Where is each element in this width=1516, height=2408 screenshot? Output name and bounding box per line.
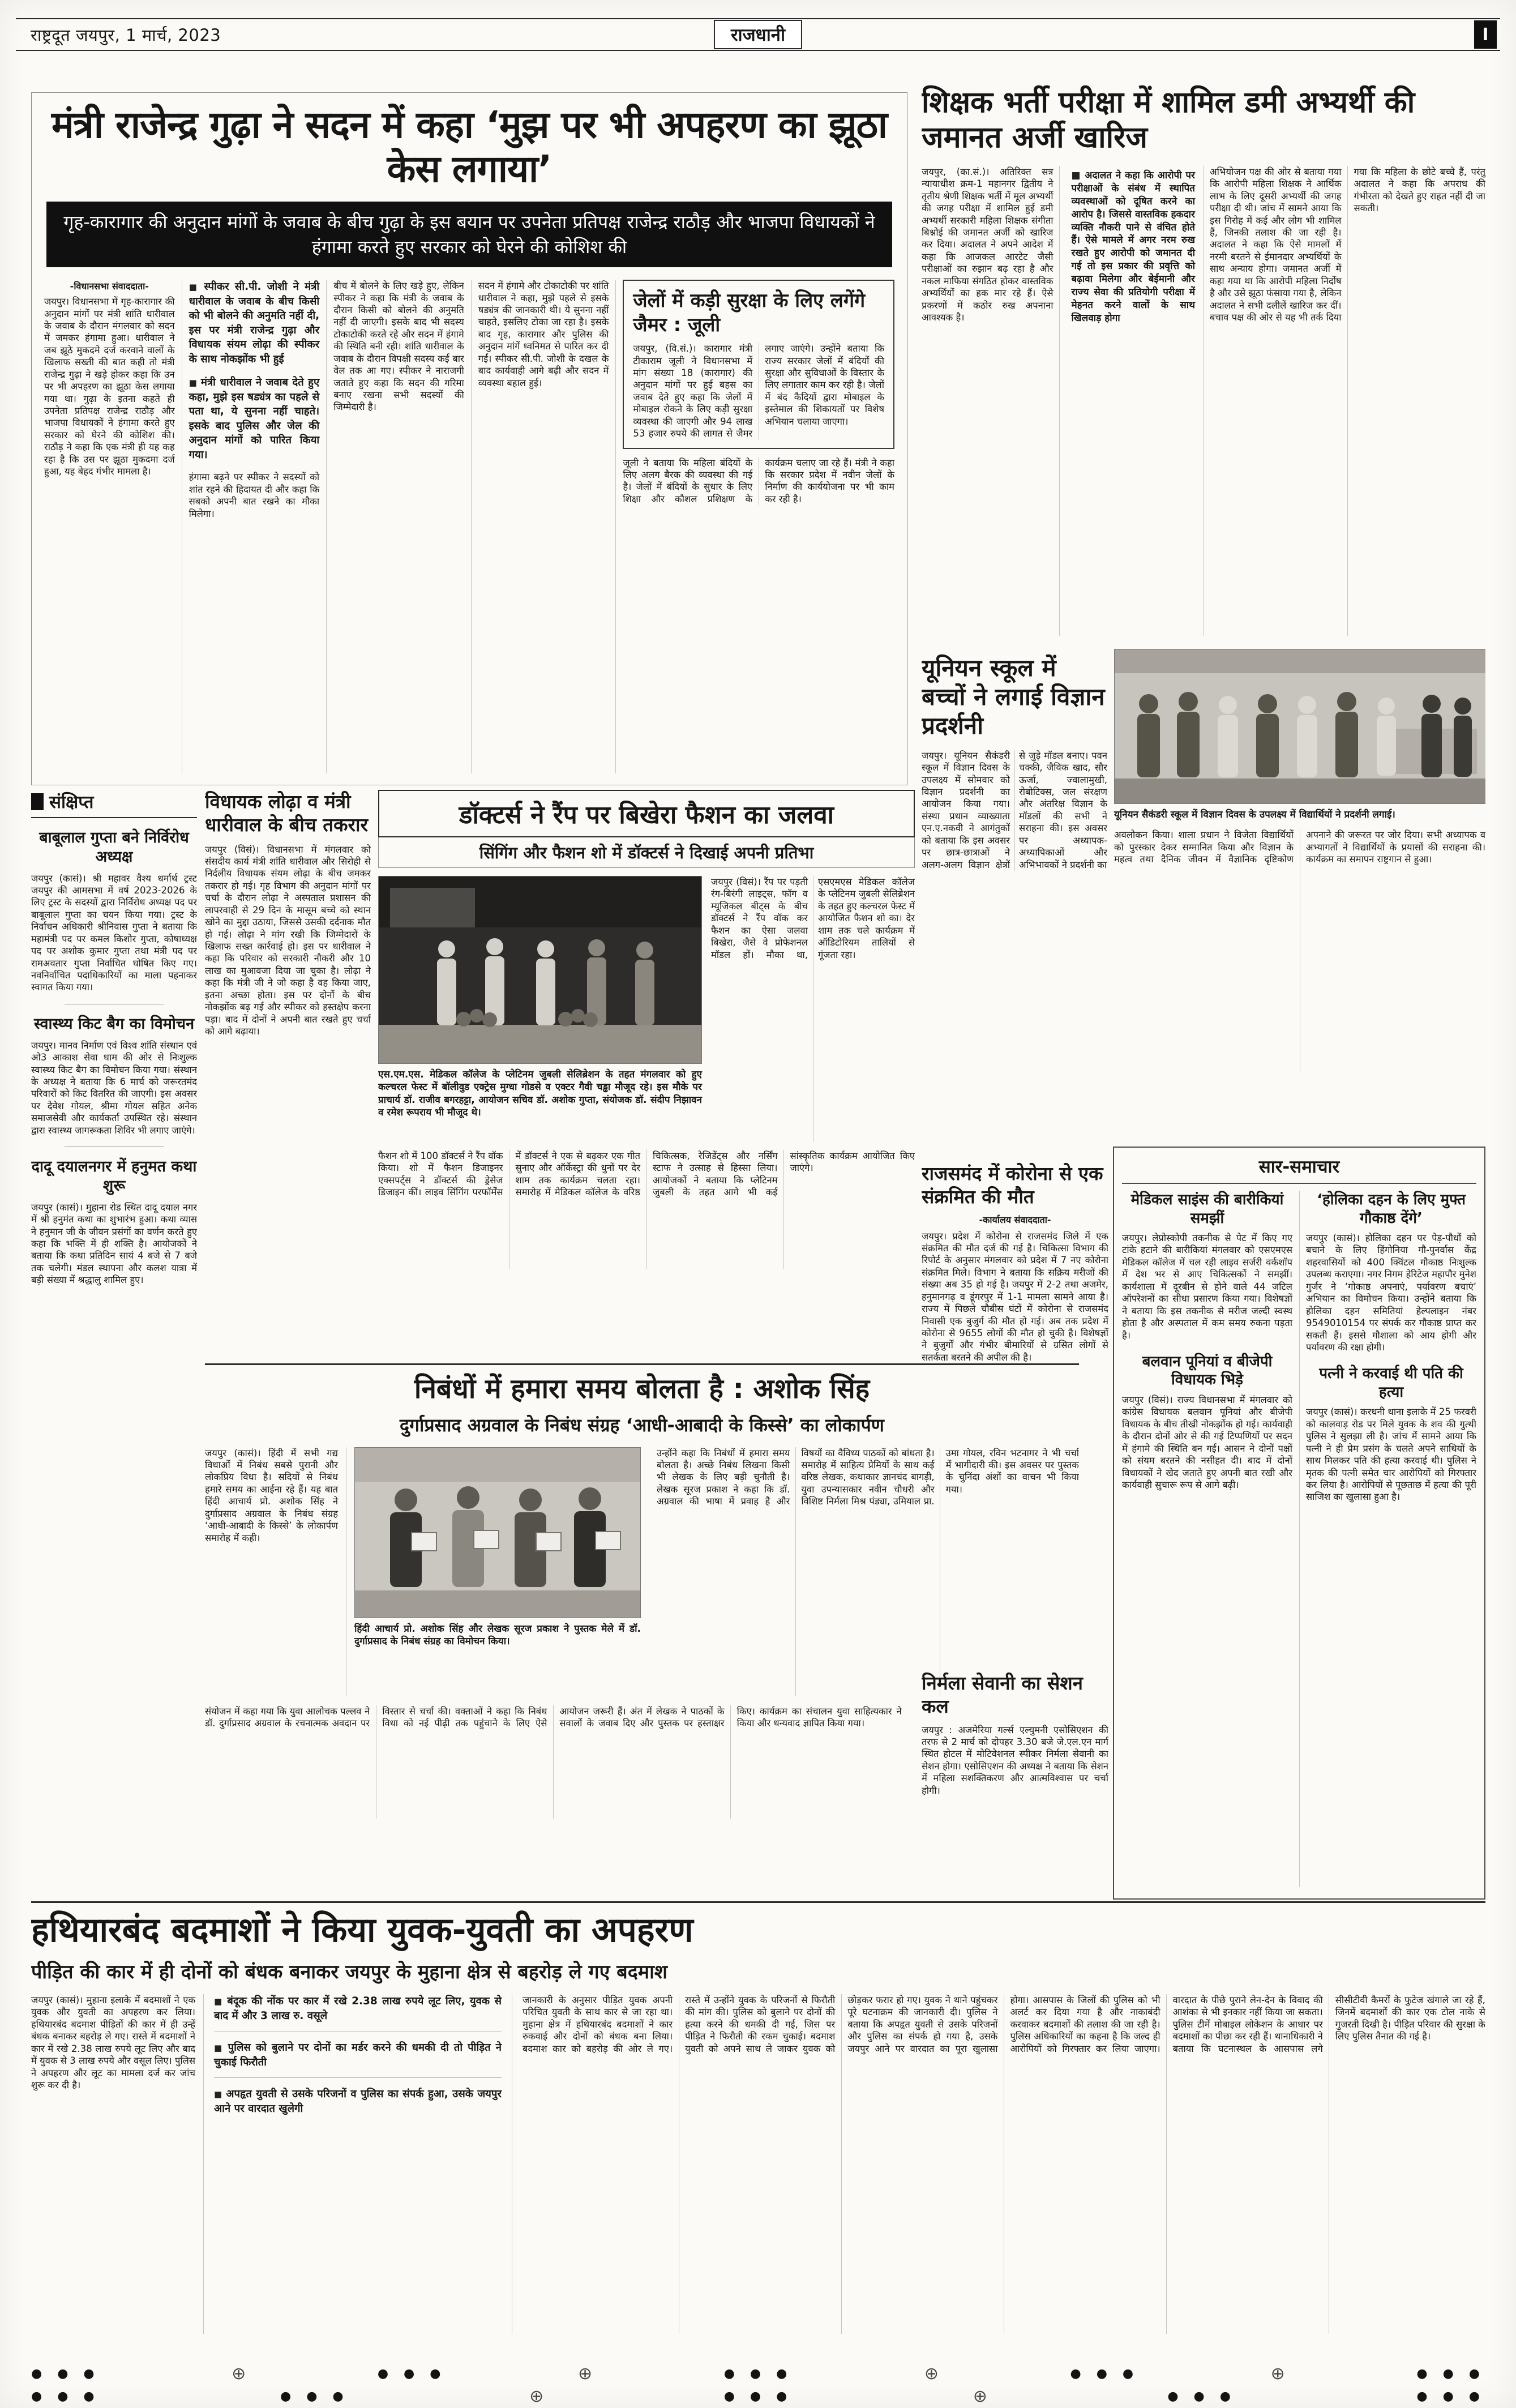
footer-dots: ● ● ● [377, 2366, 447, 2381]
book-release-body-1: जयपुर (कासं)। हिंदी में सभी गद्य विधाओं में निबंध सबसे पुरानी और लोकप्रिय विधा है। सदियों से निबंध हमारे समय का आईना रहे हैं। यह बात हिंदी आचार्य प्रो. अशोक सिंह ने दुर्गाप्रसाद अग्रवाल के निबंध संग्रह ‘आधी-आबादी के किस्से’ के लोकार्पण समारोह में कही। [205, 1447, 346, 1696]
brief-body-1: जयपुर (कासं)। श्री महावर वैश्य धर्मार्थ ट्रस्ट जयपुर की आमसभा में वर्ष 2023-2026 के लिए ट्रस्ट के सदस्यों द्वारा निर्विरोध अध्यक्ष पद पर बाबूलाल गुप्ता का चयन किया गया। ट्रस्ट के निर्वाचन अधिकारी श्रीनिवास गुप्ता ने बताया कि महामंत्री पद पर कमल किशोर गुप्ता, कोषाध्यक्ष पद पर अशोक कुमार गुप्ता तथा मंत्री पद पर रामअवतार गुप्ता निर्वाचित घोषित किए गए। नवनिर्वाचित पदाधिकारियों का माला पहनाकर स्वागत किया गया। [31, 872, 197, 993]
science-exhibition-photo [1114, 649, 1485, 804]
brief-headline-3: दादू दयालनगर में हनुमत कथा शुरू [31, 1158, 197, 1195]
digest-item [1306, 1191, 1476, 1353]
brief-headline-2: स्वास्थ्य किट बैग का विमोचन [33, 1015, 195, 1033]
nirmala-headline: निर्मला सेवानी का सेशन कल [922, 1672, 1084, 1718]
brief-body-2: जयपुर। मानव निर्माण एवं विश्व शांति संस्थान एवं ओ3 आकाश सेवा धाम की ओर से निःशुल्क स्वास्थ्य किट बैग का विमोचन किया गया। संस्थान के अध्यक्ष ने बताया कि 6 मार्च को जरूरतमंद परिवारों को किट वितरित की जाएगी। इस अवसर पर देवेश गोयल, श्रीमा गोयल सहित अनेक समाजसेवी और कार्यकर्ता उपस्थित रहे। संस्थान द्वारा स्वास्थ्य जागरूकता शिविर भी लगाए जाएंगे। [31, 1040, 197, 1136]
footer-dots: ● ● ● [1167, 2389, 1236, 2403]
news-digest-title: सार-समाचार [1122, 1154, 1476, 1184]
book-release-caption: हिंदी आचार्य प्रो. अशोक सिंह और लेखक सूरज प्रकाश ने पुस्तक मेले में डॉ. दुर्गाप्रसाद के निबंध संग्रह का विमोचन किया। [354, 1623, 641, 1648]
main-col-wide [616, 280, 896, 773]
rajsamand-headline: राजसमंद में कोरोना से एक संक्रमित की मौत [922, 1162, 1103, 1208]
crosshair-icon: ⊕ [973, 2386, 987, 2406]
kidnapping-headline: हथियारबंद बदमाशों ने किया युवक-युवती का अपहरण [31, 1910, 693, 1950]
digest-body-3: जयपुर (कासं)। होलिका दहन पर पेड़-पौधों को बचाने के लिए हिंगोनिया गौ-पुनर्वास केंद्र शहरवासियों को 400 क्विंटल गौकाष्ठ निःशुल्क उपलब्ध कराएगा। नगर निगम हेरिटेज महापौर मुनेश गुर्जर ने ‘गोकाष्ठ अपनाएं, पर्यावरण बचाएं’ अभियान का विमोचन किया। उन्होंने बताया कि होलिका दहन समितियां हेल्पलाइन नंबर 9549010154 पर संपर्क कर गौकाष्ठ प्राप्त कर सकती हैं। इससे गौशाला को आय होगी और पर्यावरण की रक्षा होगी। [1306, 1233, 1476, 1353]
fashion-show-photo [378, 876, 702, 1064]
lodha-body: जयपुर (विसं)। विधानसभा में मंगलवार को संसदीय कार्य मंत्री शांति धारीवाल और सिरोही से निर्दलीय विधायक संयम लोढ़ा के बीच जमकर तकरार हो गई। गृह विभाग की अनुदान मांगों पर चर्चा के दौरान लोढ़ा ने अस्पताल प्रशासन की लापरवाही से 29 दिन के मासूम बच्चे को स्थान खोने का मुद्दा उठाया, जिससे उसकी दर्दनाक मौत हो गई। लोढ़ा ने मांग रखी कि जिम्मेदारों के खिलाफ सख्त कार्रवाई हो। इस पर धारीवाल ने कहा कि परिवार को सरकारी नौकरी और 10 लाख का मुआवजा दिया जा चुका है। लोढ़ा ने कहा कि मंत्री जी ने जो कहा है वह किया जाए, इतना अच्छा होता। इस पर दोनों के बीच नोकझोंक बढ़ गई और स्पीकर को हस्तक्षेप करना पड़ा। बाद में दोनों ने अपनी बात रखते हुए चर्चा को आगे बढ़ाया। [205, 844, 371, 1037]
footer-dots: ● ● ● [723, 2366, 793, 2381]
kidnapping-article [31, 1901, 1485, 2354]
briefs-header [31, 790, 197, 818]
kidnapping-subhead: पीड़ित की कार में ही दोनों को बंधक बनाकर जयपुर के मुहाना क्षेत्र से बहरोड़ ले गए बदमाश [31, 1961, 668, 1983]
kidnapping-body-1: जयपुर (कासं)। मुहाना इलाके में बदमाशों ने एक युवक और युवती का अपहरण कर लिया। हथियारबंद बदमाश पीड़ितों की कार में ही उन्हें बंधक बनाकर बहरोड़ ले गए। रास्ते में बदमाशों ने कार में रखे 2.38 लाख रुपये लूट लिए और बाद में युवक से 3 लाख रुपये और वसूल लिए। पुलिस ने अपहरण और लूट का मामला दर्ज कर जांच शुरू कर दी है। [31, 1994, 204, 2334]
footer-row-1 [31, 2362, 1485, 2385]
science-exhibition-article [922, 649, 1485, 1154]
fashion-show-article [378, 790, 915, 1359]
main-col-3-text: बीच में बोलने के लिए खड़े हुए, लेकिन स्पीकर ने कहा कि मंत्री के जवाब के दौरान किसी को बोलने की अनुमति नहीं दी जाएगी। इसके बाद भी सदस्य टोकाटोकी करते रहे और सदन में हंगामे की स्थिति बनी रही। शांति धारीवाल के जवाब के दौरान विपक्षी सदस्य कई बार वेल तक आ गए। स्पीकर ने नाराजगी जताते हुए कहा कि सदन की गरिमा बनाए रखना सभी सदस्यों की जिम्मेदारी है। [333, 280, 464, 413]
footer-dots: ● ● ● [1070, 2366, 1140, 2381]
section-title: राजधानी [714, 20, 802, 49]
kidnapping-bullet-list [204, 1994, 512, 2334]
science-exhibition-right [1114, 649, 1485, 1072]
teacher-exam-text-2: अभियोजन पक्ष की ओर से बताया गया कि आरोपी महिला शिक्षक ने आर्थिक लाभ के लिए दूसरी अभ्यर्थी की जगह परीक्षा दी थी। जांच में सामने आया कि इस गिरोह में कई और लोग भी शामिल हैं, जिनकी तलाश की जा रही है। अदालत ने कहा कि ऐसे मामलों में नरमी बरतने से ईमानदार अभ्यर्थियों के साथ अन्याय होगा। जमानत अर्जी में कहा गया था कि आरोपी महिला निर्दोष है और उसे झूठा फंसाया गया है, लेकिन अदालत ने सभी दलीलें खारिज कर दीं। बचाव पक्ष की ओर से यह भी तर्क दिया गया कि महिला के छोटे बच्चे हैं, परंतु अदालत ने कहा कि अपराध की गंभीरता को देखते हुए राहत नहीं दी जा सकती। [1210, 166, 1485, 323]
digest-headline-1: मेडिकल साइंस की बारीकियां समझीं [1130, 1191, 1284, 1227]
corner-mark: I [1474, 20, 1497, 49]
kidnapping-bullet-1: ■ बंदूक की नोंक पर कार में रखे 2.38 लाख रुपये लूट लिए, युवक से बाद में और 3 लाख रु. वसूले [214, 1994, 502, 2031]
fashion-content-row [378, 876, 915, 1142]
footer-dots: ● ● ● [1416, 2366, 1485, 2381]
kidnapping-content-row [31, 1994, 1485, 2334]
teacher-exam-body [922, 166, 1485, 636]
rajsamand-corona-article [922, 1162, 1108, 1665]
jammer-inset-box [623, 280, 894, 449]
nirmala-sevani-article [922, 1671, 1108, 1898]
main-col-3 [327, 280, 472, 773]
footer-dots: ● ● ● [31, 2389, 100, 2403]
science-exhibition-body-left: जयपुर। यूनियन सैकंडरी स्कूल में विज्ञान दिवस के उपलक्ष्य में सोमवार को विज्ञान प्रदर्शनी का आयोजन किया गया। संस्था प्रधान व्याख्याता एन.ए.नकवी ने आगंतुकों को बताया कि इस अवसर पर छात्र-छात्राओं ने अलग-अलग विज्ञान क्षेत्रों से जुड़े मॉडल बनाए। पवन चक्की, जैविक खाद, सौर ऊर्जा, ज्वालामुखी, रोबोटिक्स, जल संरक्षण और अंतरिक्ष विज्ञान के मॉडलों की सभी ने सराहना की। इस अवसर पर अध्यापक-अध्यापिकाओं और अभिभावकों ने प्रदर्शनी का [922, 750, 1107, 870]
main-bullet-2: ■ मंत्री धारीवाल ने जवाब देते हुए कहा, मुझे इस षड्यंत्र का पहले से पता था, ये सुनना नहीं चाहते। इसके बाद पुलिस और जेल की अनुदान मांगों को पारित किया गया। [189, 375, 320, 462]
briefs-tab-icon [31, 793, 44, 810]
footer-row-2 [31, 2385, 1485, 2407]
nirmala-body: जयपुर : अजमेरिया गर्ल्स एल्युमनी एसोसिएशन की तरफ से 2 मार्च को दोपहर 3.30 बजे जे.एल.एन मार्ग स्थित होटल में मोटिवेशनल स्पीकर निर्मला सेवानी का सेशन होगा। एसोसिएशन की अध्यक्ष ने बताया कि सेशन में महिला सशक्तिकरण और आत्मविश्वास पर चर्चा होगी। [922, 1724, 1108, 1796]
footer-dots: ● ● ● [31, 2366, 100, 2381]
main-article-columns [43, 280, 896, 773]
digest-body-1: जयपुर। लेप्रोस्कोपी तकनीक से पेट में किए गए टांके हटाने की बारीकियां मंगलवार को एसएमएस मेडिकल कॉलेज में चल रही लाइव सर्जरी वर्कशॉप में देश भर से आए चिकित्सकों ने समझीं। कार्यशाला में दूरबीन से होने वाले 44 जटिल ऑपरेशनों का सीधा प्रसारण किया गया। विशेषज्ञों ने बताया कि इस तकनीक से मरीज जल्दी स्वस्थ होता है और अस्पताल में कम समय रुकना पड़ता है। [1122, 1233, 1292, 1341]
footer-dots: ● ● ● [280, 2389, 349, 2403]
brief-item [31, 828, 197, 994]
crosshair-icon: ⊕ [577, 2363, 593, 2384]
crosshair-icon: ⊕ [924, 2363, 939, 2384]
fashion-show-photo-graphic [379, 876, 701, 1063]
teacher-exam-article [922, 85, 1485, 644]
lodha-headline: विधायक लोढ़ा व मंत्री धारीवाल के बीच तकरार [205, 790, 369, 836]
crosshair-icon: ⊕ [1270, 2363, 1285, 2384]
teacher-exam-text-1: जयपुर, (का.सं.)। अतिरिक्त सत्र न्यायाधीश क्रम-1 महानगर द्वितीय ने तृतीय श्रेणी शिक्षक भर्ती में मूल अभ्यर्थी की जगह परीक्षा में शामिल हुई डमी अभ्यर्थी सरकारी महिला शिक्षक संगीता बिश्नोई की जमानत अर्जी को खारिज कर दिया। अदालत ने अपने आदेश में कहा कि आजकल आरटेट जैसी परीक्षाओं का रुझान बढ़ रहा है और नकल माफिया संगठित होकर वास्तविक अभ्यर्थियों का हक मार रहे हैं। ऐसे प्रकरणों में कठोर रुख अपनाना आवश्यक है। [922, 166, 1054, 323]
footer-dots: ● ● ● [723, 2389, 793, 2403]
main-byline: -विधानसभा संवाददाता- [70, 281, 149, 292]
fashion-subhead: सिंगिंग और फैशन शो में डॉक्टर्स ने दिखाई अपनी प्रतिभा [378, 837, 915, 868]
fashion-caption: एस.एम.एस. मेडिकल कॉलेज के प्लेटिनम जुबली सेलिब्रेशन के तहत मंगलवार को हुए कल्चरल फेस्ट में बॉलीवुड एक्ट्रेस मुग्धा गोडसे व एक्टर गैवी चड्ढा मौजूद रहे। इस मौके पर प्राचार्य डॉ. राजीव बगरहट्टा, आयोजन सचिव डॉ. अशोक गुप्ता, संयोजक डॉ. संदीप निझावन व रमेश रूपराय भी मौजूद थे। [378, 1069, 702, 1119]
page-footer [31, 2362, 1485, 2407]
main-col-2 [182, 280, 327, 773]
fashion-body-1: जयपुर (विसं)। रैंप पर पड़ती रंग-बिरंगी लाइट्स, फॉग व म्यूजिकल बीट्स के बीच डॉक्टर्स ने रैंप वॉक कर फैशन का ऐसा जलवा बिखेरा, जैसे वे प्रोफेशनल मॉडल हों। मौका था, एसएमएस मेडिकल कॉलेज के प्लेटिनम जुबली सेलिब्रेशन के तहत हुए कल्चरल फेस्ट में आयोजित फैशन शो का। देर शाम तक चले कार्यक्रम में ऑडिटोरियम तालियों से गूंजता रहा। [711, 876, 915, 960]
fashion-body-2: फैशन शो में 100 डॉक्टर्स ने रैंप वॉक किया। शो में फैशन डिजाइनर एक्सपर्ट्स ने डॉक्टर्स की ड्रेसेज डिजाइन कीं। लाइव सिंगिंग परफॉर्मेंस में डॉक्टर्स ने एक से बढ़कर एक गीत सुनाए और ऑर्केस्ट्रा की धुनों पर देर शाम तक कार्यक्रम चलता रहा। समारोह में मेडिकल कॉलेज के वरिष्ठ चिकित्सक, रेजिडेंट्स और नर्सिंग स्टाफ ने उत्साह से हिस्सा लिया। आयोजकों ने बताया कि प्लेटिनम जुबली के तहत आगे भी कई सांस्कृतिक कार्यक्रम आयोजित किए जाएंगे। [378, 1150, 915, 1198]
lodha-tharival-article [205, 790, 371, 1359]
book-release-photo [354, 1447, 641, 1618]
fashion-side-columns [702, 876, 915, 1142]
crosshair-icon: ⊕ [232, 2363, 246, 2384]
main-headline: मंत्री राजेन्द्र गुढ़ा ने सदन में कहा ‘मुझ पर भी अपहरण का झूठा केस लगाया’ [51, 103, 888, 191]
briefs-column [31, 790, 197, 1898]
brief-item [31, 1015, 197, 1136]
news-digest-columns [1122, 1191, 1476, 1887]
digest-headline-2: बलवान पूनियां व बीजेपी विधायक भिड़े [1142, 1353, 1273, 1389]
jammer-inset-body: जयपुर, (वि.सं.)। कारागार मंत्री टीकाराम जूली ने विधानसभा में मांग संख्या 18 (कारागार) की अनुदान मांगों पर हुई बहस का जवाब देते हुए कहा कि जेलों में मोबाइल रोकने के लिए कड़ी सुरक्षा व्यवस्था की जाएगी और 94 लाख 53 हजार रुपये की लागत से जैमर लगाए जाएंगे। उन्होंने बताया कि राज्य सरकार जेलों में बंदियों की सुरक्षा और सुविधाओं के विस्तार के लिए लगातार काम कर रही है। जेलों में बंद कैदियों द्वारा मोबाइल के इस्तेमाल की शिकायतों पर विशेष अभियान चलाया जाएगा। [633, 343, 884, 439]
science-exhibition-headline: यूनियन स्कूल में बच्चों ने लगाई विज्ञान प्रदर्शनी [922, 654, 1105, 740]
digest-item [1122, 1191, 1292, 1341]
digest-item [1306, 1365, 1476, 1503]
rajsamand-byline: -कार्यालय संवाददाता- [979, 1214, 1051, 1225]
digest-headline-3: ‘होलिका दहन के लिए मुफ्त गौकाष्ठ देंगे’ [1317, 1191, 1466, 1227]
main-col-2-text: हंगामा बढ़ने पर स्पीकर ने सदस्यों को शांत रहने की हिदायत दी और कहा कि सबको अपनी बात रखने का मौका मिलेगा। [189, 472, 320, 519]
book-release-photo-graphic [355, 1448, 640, 1618]
brief-body-3: जयपुर (कासं)। मुहाना रोड स्थित दादू दयाल नगर में श्री हनुमंत कथा का शुभारंभ हुआ। कथा व्यास ने हनुमान जी के जीवन प्रसंगों का वर्णन करते हुए कहा कि भक्ति में ही शक्ति है। आयोजकों ने बताया कि कथा प्रतिदिन सायं 4 बजे से 7 बजे तक चलेगी। मंडल स्थापना और कलश यात्रा में बड़ी संख्या में श्रद्धालु शामिल हुए। [31, 1201, 197, 1286]
fashion-headline-box [378, 790, 915, 837]
digest-body-4: जयपुर (कासं)। करधनी थाना इलाके में 25 फरवरी को कालवाड़ रोड पर मिले युवक के शव की गुत्थी पुलिस ने सुलझा ली है। जांच में सामने आया कि पत्नी ने ही प्रेम प्रसंग के चलते अपने साथियों के साथ मिलकर पति की हत्या करवाई थी। पुलिस ने मृतक की पत्नी समेत चार आरोपियों को गिरफ्तार कर लिया है। आरोपियों से पूछताछ में हत्या की पूरी साजिश का खुलासा हुआ है। [1306, 1406, 1476, 1503]
main-deck: गृह-कारागार की अनुदान मांगों के जवाब के बीच गुढ़ा के इस बयान पर उपनेता प्रतिपक्ष राजेन्द्र राठौड़ और भाजपा विधायकों ने हंगामा करते हुए सरकार को घेरने की कोशिश की [46, 202, 892, 267]
kidnapping-bullet-3: ■ अपहृत युवती से उसके परिजनों व पुलिस का संपर्क हुआ, उसके जयपुर आने पर वारदात खुलेगी [214, 2087, 502, 2124]
book-release-body-3: संयोजन में कहा गया कि युवा आलोचक पल्लव ने डॉ. दुर्गाप्रसाद अग्रवाल के रचनात्मक अवदान पर विस्तार से चर्चा की। वक्ताओं ने कहा कि निबंध विधा को नई पीढ़ी तक पहुंचाने के लिए ऐसे आयोजन जरूरी हैं। अंत में लेखक ने पाठकों के सवालों के जवाब दिए और पुस्तक पर हस्ताक्षर किए। कार्यक्रम का संचालन युवा साहित्यकार ने किया और धन्यवाद ज्ञापित किया गया। [205, 1705, 902, 1729]
fashion-photo-column [378, 876, 702, 1142]
teacher-exam-court-quote: ■ अदालत ने कहा कि आरोपी पर परीक्षाओं के संबंध में स्थापित व्यवस्थाओं को दूषित करने का आरोप है। जिससे वास्तविक हकदार व्यक्ति नौकरी पाने से वंचित होते हैं। ऐसे मामले में अगर नरम रुख रखते हुए आरोपी को जमानत दी गई तो इस प्रकार की प्रवृत्ति को बढ़ावा मिलेगा और बेईमानी और राज्य सेवा की प्रतियोगी परीक्षा में मेहनत करने वालों के साथ खिलवाड़ होगा [1066, 166, 1198, 328]
jammer-inset-headline: जेलों में कड़ी सुरक्षा के लिए लगेंगे जैमर : जूली [633, 289, 866, 336]
science-exhibition-body-right: अवलोकन किया। शाला प्रधान ने विजेता विद्यार्थियों को पुरस्कार देकर सम्मानित किया और विज्ञान के महत्व तथा दैनिक जीवन में वैज्ञानिक दृष्टिकोण अपनाने की जरूरत पर जोर दिया। सभी अध्यापक व अभ्यागतों ने विद्यार्थियों के प्रयासों की सराहना की। कार्यक्रम का समापन राष्ट्रगान से हुआ। [1114, 829, 1485, 865]
teacher-exam-headline: शिक्षक भर्ती परीक्षा में शामिल डमी अभ्यर्थी की जमानत अर्जी खारिज [922, 85, 1415, 155]
news-digest-box [1113, 1147, 1485, 1900]
digest-body-2: जयपुर (विसं)। राज्य विधानसभा में मंगलवार को कांग्रेस विधायक बलवान पूनियां और बीजेपी विधायक के बीच तीखी नोकझोंक हो गई। कार्यवाही के दौरान दोनों ओर से की गई टिप्पणियों पर सदन में हंगामे की स्थिति बन गई। आसन ने दोनों पक्षों को संयम बरतने की नसीहत दी। बाद में दोनों विधायकों ने खेद जताते हुए अपनी बात रखी और कार्यवाही सुचारू रूप से आगे बढ़ी। [1122, 1394, 1292, 1490]
main-col-1-text: जयपुर। विधानसभा में गृह-कारागार की अनुदान मांगों पर मंत्री शांति धारीवाल के जवाब के दौरान मंगलवार को सदन में जमकर हंगामा हुआ। धारीवाल ने जब झूठे मुकदमे दर्ज करवाने वालों के खिलाफ सख्ती की बात कही तो मंत्री राजेन्द्र गुढ़ा ने खड़े होकर कहा कि उन पर भी अपहरण का झूठा केस लगाया गया था। गुढ़ा के इतना कहते ही उपनेता प्रतिपक्ष राजेन्द्र राठौड़ और भाजपा विधायकों ने हंगामा करते हुए सरकार को घेरने की कोशिश की। राठौड़ ने कहा कि एक मंत्री ही यह कह रहा है कि उस पर झूठा मुकदमा दर्ज हुआ, यह बेहद गंभीर मामला है। [44, 296, 175, 477]
book-release-body-2: उन्होंने कहा कि निबंधों में हमारा समय बोलता है। अच्छे निबंध लिखना किसी भी लेखक के लिए बड़ी चुनौती है। लेखक सूरज प्रकाश ने कहा कि डॉ. अग्रवाल की भाषा में प्रवाह है और विषयों का वैविध्य पाठकों को बांधता है। समारोह में साहित्य प्रेमियों के साथ कई वरिष्ठ लेखक, कथाकार ज्ञानचंद बागड़ी, युवा उपन्यासकार नवीन चौधरी और विशिष्ट निर्मला मिश्र पंड्या, उमियाल प्रा. उमा गोयल, रविन भटनागर ने भी चर्चा में भागीदारी की। इस अवसर पर पुस्तक के चुनिंदा अंशों का वाचन भी किया गया। [657, 1447, 1079, 1507]
briefs-title: संक्षिप्त [49, 792, 94, 812]
main-article [31, 92, 907, 785]
digest-item [1122, 1353, 1292, 1491]
brief-headline-1: बाबूलाल गुप्ता बने निर्विरोध अध्यक्ष [39, 829, 189, 866]
main-col-4-text: सदन में हंगामे और टोकाटोकी पर शांति धारीवाल ने कहा, मुझे पहले से इसके षड्यंत्र की जानकारी थी। ये सुनना नहीं चाहते, इसलिए टोका जा रहा है। इसके बाद गृह, कारागार और पुलिस की अनुदान मांगें ध्वनिमत से पारित कर दी गईं। स्पीकर सी.पी. जोशी के दखल के बाद कार्यवाही आगे बढ़ी और सदन में व्यवस्था बहाल हुई। [478, 280, 609, 388]
book-release-headline: निबंधों में हमारा समय बोलता है : अशोक सिंह [414, 1373, 870, 1405]
footer-dots: ● ● ● [1416, 2389, 1485, 2403]
main-col-1 [43, 280, 182, 773]
book-release-subhead: दुर्गाप्रसाद अग्रवाल के निबंध संग्रह ‘आधी-आबादी के किस्से’ का लोकार्पण [400, 1414, 884, 1436]
book-release-photo-column [346, 1447, 649, 1696]
rajsamand-body: जयपुर। प्रदेश में कोरोना से राजसमंद जिले में एक संक्रमित की मौत दर्ज की गई है। चिकित्सा विभाग की रिपोर्ट के अनुसार मंगलवार को प्रदेश में 7 नए कोरोना संक्रमित मिले। विभाग ने बताया कि सक्रिय मरीजों की संख्या अब 35 हो गई है। जयपुर में 2-2 तथा अजमेर, हनुमानगढ़ व डूंगरपुर में 1-1 मामला सामने आया है। राज्य में पिछले चौबीस घंटों में कोरोना से राजसमंद निवासी एक बुजुर्ग की मौत हो गई। अब तक प्रदेश में कोरोना से 9655 लोगों की मौत हो चुकी है। विशेषज्ञों ने बुजुर्गों और गंभीर बीमारियों से ग्रसित लोगों से सतर्कता बरतने की अपील की है। [922, 1230, 1108, 1363]
crosshair-icon: ⊕ [529, 2386, 544, 2406]
masthead-bar [16, 18, 1500, 51]
digest-headline-4: पत्नी ने करवाई थी पति की हत्या [1319, 1365, 1463, 1401]
brief-item [31, 1157, 197, 1286]
science-exhibition-photo-graphic [1115, 649, 1485, 803]
main-col-wide-text: जूली ने बताया कि महिला बंदियों के लिए अलग बैरक की व्यवस्था की गई है। जेलों में बंदियों के सुधार के लिए शिक्षा और कौशल प्रशिक्षण के कार्यक्रम चलाए जा रहे हैं। मंत्री ने कहा कि सरकार प्रदेश में नवीन जेलों के निर्माण की कार्ययोजना पर भी काम कर रही है। [623, 457, 894, 504]
science-exhibition-caption: यूनियन सैकंडरी स्कूल में विज्ञान दिवस के उपलक्ष्य में विद्यार्थियों ने प्रदर्शनी लगाई। [1114, 809, 1395, 820]
main-col-4 [472, 280, 616, 773]
science-exhibition-left [922, 653, 1107, 1154]
main-bullet-1: ■ स्पीकर सी.पी. जोशी ने मंत्री धारीवाल के जवाब के बीच किसी को भी बोलने की अनुमति नहीं दी, इस पर मंत्री राजेन्द्र गुढ़ा और विधायक संयम लोढ़ा की स्पीकर के साथ नोकझोंक भी हुई [189, 280, 320, 366]
fashion-headline: डॉक्टर्स ने रैंप पर बिखेरा फैशन का जलवा [459, 801, 834, 829]
masthead-date: राष्ट्रदूत जयपुर, 1 मार्च, 2023 [31, 25, 221, 45]
kidnapping-body-rest: जानकारी के अनुसार पीड़ित युवक अपनी परिचित युवती के साथ कार से जा रहा था। मुहाना क्षेत्र में हथियारबंद बदमाशों ने कार रुकवाई और दोनों को बंधक बना लिया। बदमाश कार को बहरोड़ की ओर ले गए। रास्ते में उन्होंने युवक के परिजनों से फिरौती की मांग की। पुलिस को बुलाने पर दोनों की हत्या करने की धमकी दी गई, जिस पर पीड़ित ने फिरौती की रकम चुकाई। बदमाश युवती को अपने साथ ले जाकर युवक को छोड़कर फरार हो गए। युवक ने थाने पहुंचकर पूरे घटनाक्रम की जानकारी दी। पुलिस ने बताया कि अपहृत युवती से उसके परिजनों और पुलिस का संपर्क हो गया है, उसके जयपुर आने पर वारदात का पूरा खुलासा होगा। आसपास के जिलों की पुलिस को भी अलर्ट कर दिया गया है और नाकाबंदी करवाकर बदमाशों की तलाश की जा रही है। पुलिस अधिकारियों का कहना है कि जल्द ही आरोपियों को गिरफ्तार कर लिया जाएगा। वारदात के पीछे पुराने लेन-देन के विवाद की आशंका से भी इनकार नहीं किया जा सकता। पुलिस टीमें मोबाइल लोकेशन के आधार पर बदमाशों का पीछा कर रही हैं। थानाधिकारी ने बताया कि घटनास्थल के आसपास लगे सीसीटीवी कैमरों के फुटेज खंगाले जा रहे हैं, जिनमें बदमाशों की कार एक टोल नाके से गुजरती दिखी है। पीड़ित परिवार की सुरक्षा के लिए पुलिस तैनात की गई है। [523, 1995, 1485, 2054]
kidnapping-bullet-2: ■ पुलिस को बुलाने पर दोनों का मर्डर करने की धमकी दी तो पीड़ित ने चुकाई फिरौती [214, 2041, 502, 2078]
